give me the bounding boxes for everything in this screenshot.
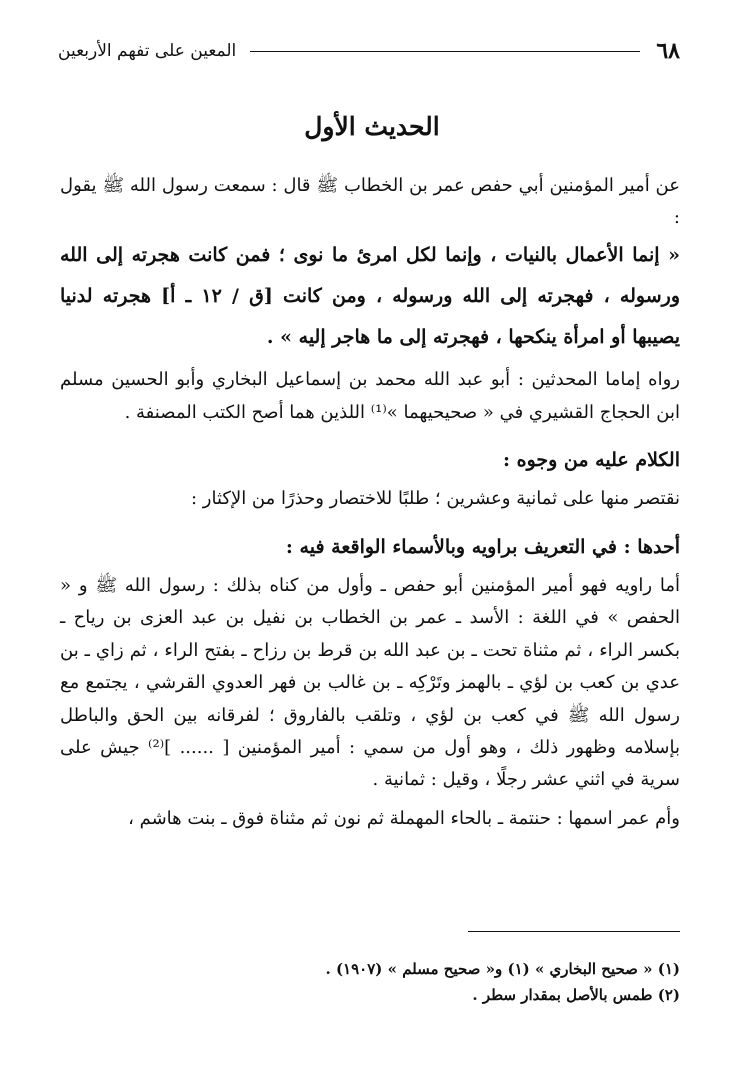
header-rule: [250, 51, 640, 52]
first-aspect-heading: أحدها : في التعريف براويه وبالأسماء الواقعة فيه :: [285, 535, 680, 558]
page-header: [58, 34, 680, 68]
narrator-paragraph: أما راويه فهو أمير المؤمنين أبو حفص ـ وأول من كناه بذلك : رسول الله ﷺ و « الحفص » في اللغة : الأسد ـ عمر بن الخطاب بن نفيل بن عبد العزى بن رياح ـ بكسر الراء ، ثم مثناة تحت ـ بن عبد الله بن قرط بن رزاح ـ بفتح الراء ، ثم زاي ـ بن عدي بن كعب بن لؤي ـ بالهمز وتَرْكِه ـ بن غالب بن فهر العدوي القرشي ، يجتمع مع رسول الله ﷺ في كعب بن لؤي ، وتلقب بالفاروق ؛ لفرقانه بين الحق والباطل بإسلامه وظهور ذلك ، وهو أول من سمي : أمير المؤمنين [ ...... ]⁽²⁾ جيش على سرية في اثني عشر رجلًا ، وقيل : ثمانية .: [60, 574, 680, 791]
intro-line: عن أمير المؤمنين أبي حفص عمر بن الخطاب ﷺ قال : سمعت رسول الله ﷺ يقول :: [60, 175, 680, 229]
mother-paragraph: وأم عمر اسمها : حنتمة ـ بالحاء المهملة ثم نون ثم مثناة فوق ـ بنت هاشم ،: [128, 807, 680, 829]
section-heading: الكلام عليه من وجوه :: [502, 449, 680, 472]
footnotes: [60, 956, 680, 1009]
running-title: المعين على تفهم الأربعين: [58, 41, 237, 61]
hadith-text: « إنما الأعمال بالنيات ، وإنما لكل امرئ ما نوى ؛ فمن كانت هجرته إلى الله ورسوله ، فهجرته إلى الله ورسوله ، ومن كانت [ق / ١٢ ـ أ] هجرته لدنيا يصيبها أو امرأة ينكحها ، فهجرته إلى ما هاجر إليه » .: [60, 243, 680, 349]
footnote-1: (١) « صحيح البخاري » (١) و« صحيح مسلم » (١٩٠٧) .: [325, 960, 680, 978]
page-number: ٦٨: [656, 38, 680, 64]
footnote-rule: [468, 931, 680, 932]
hadith-title: الحديث الأول: [304, 112, 440, 141]
footnote-2: (٢) طمس بالأصل بمقدار سطر .: [472, 986, 680, 1005]
main-text: [60, 170, 680, 835]
limit-note: نقتصر منها على ثمانية وعشرين ؛ طلبًا للاختصار وحذرًا من الإكثار :: [190, 488, 680, 510]
narrators-paragraph: رواه إماما المحدثين : أبو عبد الله محمد بن إسماعيل البخاري وأبو الحسين مسلم ابن الحجاج القشيري في « صحيحيهما »⁽¹⁾ اللذين هما أصح الكتب المصنفة .: [60, 369, 680, 423]
